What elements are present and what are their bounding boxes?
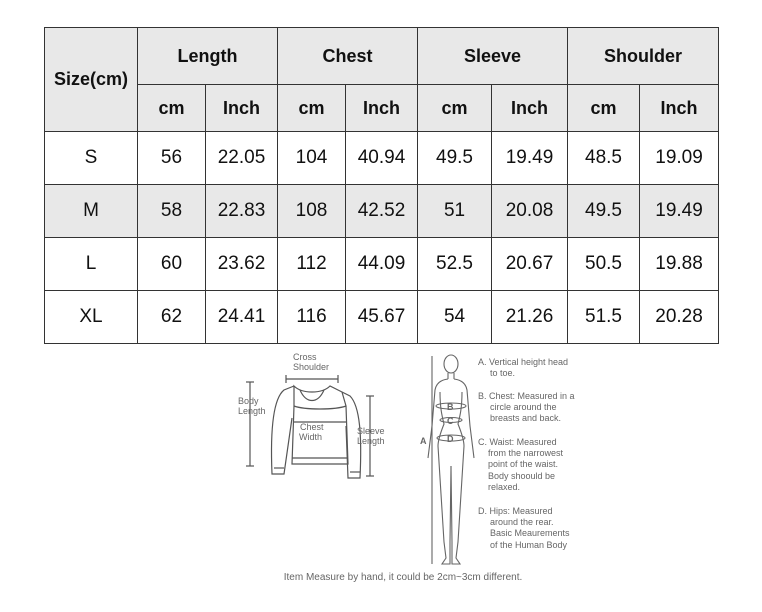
- table-cell: 58: [138, 185, 206, 238]
- body-length-label: Body Length: [238, 396, 266, 416]
- table-row: [45, 291, 719, 344]
- chest-width-label: Chest Width: [299, 422, 324, 442]
- unit-header: Inch: [206, 85, 278, 132]
- table-cell: 62: [138, 291, 206, 344]
- marker-c: C: [447, 416, 454, 426]
- size-label: M: [45, 185, 138, 238]
- table-cell: 104: [278, 132, 346, 185]
- table-cell: 49.5: [418, 132, 492, 185]
- table-cell: 50.5: [568, 238, 640, 291]
- table-cell: 19.09: [640, 132, 719, 185]
- size-label: XL: [45, 291, 138, 344]
- table-cell: 19.88: [640, 238, 719, 291]
- table-cell: 19.49: [492, 132, 568, 185]
- table-row: [45, 132, 719, 185]
- unit-header: cm: [138, 85, 206, 132]
- header-shoulder: Shoulder: [568, 28, 719, 85]
- table-cell: 52.5: [418, 238, 492, 291]
- unit-header: cm: [568, 85, 640, 132]
- table-cell: 45.67: [346, 291, 418, 344]
- size-label: L: [45, 238, 138, 291]
- table-cell: 22.83: [206, 185, 278, 238]
- header-length: Length: [138, 28, 278, 85]
- marker-d: D: [447, 434, 454, 444]
- table-row: [45, 185, 719, 238]
- marker-b: B: [447, 402, 454, 412]
- table-cell: 24.41: [206, 291, 278, 344]
- table-cell: 20.28: [640, 291, 719, 344]
- table-cell: 56: [138, 132, 206, 185]
- unit-header: cm: [418, 85, 492, 132]
- note-c: C. Waist: Measured from the narrowest point of the waist. Body shoould be relaxed.: [478, 437, 564, 492]
- table-cell: 51: [418, 185, 492, 238]
- header-sleeve: Sleeve: [418, 28, 568, 85]
- size-header: Size(cm): [45, 28, 138, 132]
- cross-shoulder-label: Cross Shoulder: [293, 352, 330, 372]
- table-cell: 22.05: [206, 132, 278, 185]
- table-cell: 21.26: [492, 291, 568, 344]
- table-cell: 44.09: [346, 238, 418, 291]
- table-cell: 116: [278, 291, 346, 344]
- measure-disclaimer: Item Measure by hand, it could be 2cm~3cm different.: [283, 572, 523, 583]
- table-row: [45, 238, 719, 291]
- note-d: D. Hips: Measured around the rear. Basic Meaurements of the Human Body: [478, 506, 570, 550]
- unit-header: cm: [278, 85, 346, 132]
- table-cell: 20.08: [492, 185, 568, 238]
- table-cell: 19.49: [640, 185, 719, 238]
- table-cell: 40.94: [346, 132, 418, 185]
- table-cell: 108: [278, 185, 346, 238]
- table-cell: 54: [418, 291, 492, 344]
- table-cell: 20.67: [492, 238, 568, 291]
- table-cell: 42.52: [346, 185, 418, 238]
- sleeve-length-label: Sleeve Length: [357, 426, 385, 446]
- size-chart-table: [44, 27, 719, 344]
- table-cell: 23.62: [206, 238, 278, 291]
- marker-a: A: [420, 436, 427, 446]
- unit-header: Inch: [640, 85, 719, 132]
- size-label: S: [45, 132, 138, 185]
- note-b: B. Chest: Measured in a circle around the breasts and back.: [478, 391, 575, 423]
- unit-header: Inch: [492, 85, 568, 132]
- unit-header: Inch: [346, 85, 418, 132]
- table-cell: 48.5: [568, 132, 640, 185]
- body-figure: [428, 355, 474, 564]
- header-chest: Chest: [278, 28, 418, 85]
- table-cell: 51.5: [568, 291, 640, 344]
- table-cell: 49.5: [568, 185, 640, 238]
- table-cell: 60: [138, 238, 206, 291]
- table-cell: 112: [278, 238, 346, 291]
- note-a: A. Vertical height head to toe.: [478, 357, 569, 378]
